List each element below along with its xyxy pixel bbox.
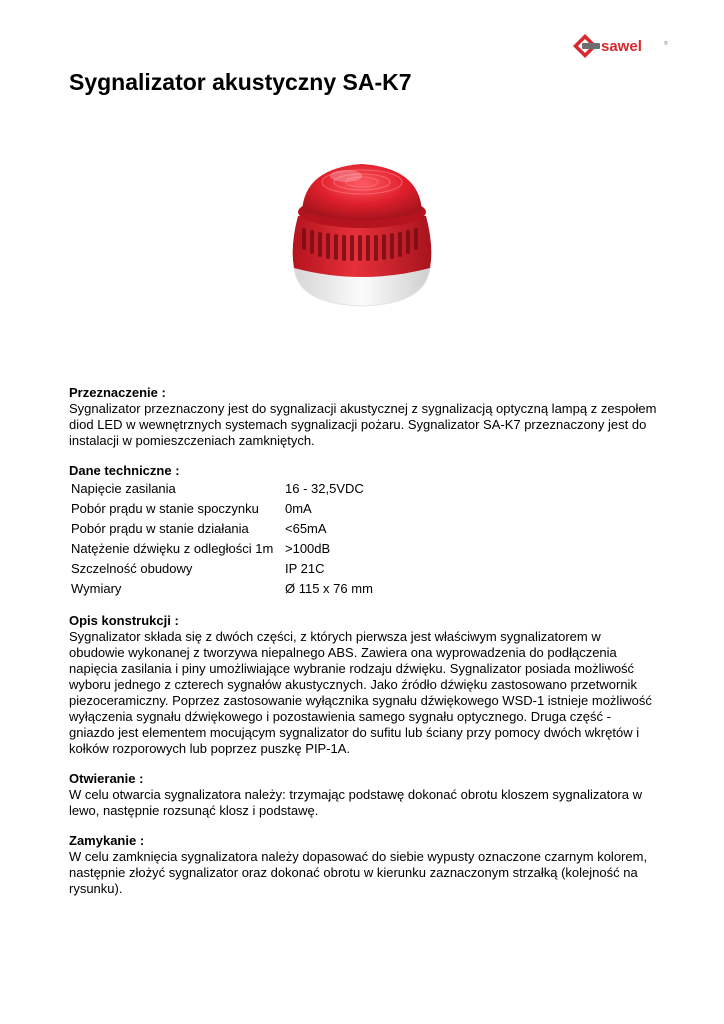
opening-section <box>69 771 659 819</box>
sawel-logo-wordmark: sawel <box>601 38 642 55</box>
spec-param: Napięcie zasilania <box>71 481 176 496</box>
sawel-logo <box>572 33 672 59</box>
construction-heading: Opis konstrukcji : <box>69 613 179 628</box>
spec-param: Wymiary <box>71 581 122 596</box>
sawel-logo-mark <box>573 34 600 58</box>
table-row <box>69 559 375 579</box>
spec-value: 16 - 32,5VDC <box>285 481 364 496</box>
table-row <box>69 499 375 519</box>
table-row <box>69 579 375 599</box>
spec-value: >100dB <box>285 541 331 556</box>
construction-section <box>69 613 659 757</box>
table-row <box>69 539 375 559</box>
table-row <box>69 479 375 499</box>
closing-heading: Zamykanie : <box>69 833 145 848</box>
document-content <box>69 385 659 911</box>
spec-value: <65mA <box>285 521 327 536</box>
specs-section <box>69 463 659 599</box>
svg-text:®: ® <box>664 41 668 47</box>
closing-text: W celu zamknięcia sygnalizatora należy dopasować do siebie wypusty oznaczone czarnym kolorem, następnie złożyć sygnalizator oraz dokonać obrotu w kierunku zaznaczonym strzałką (kolejność na rysunku). <box>69 849 648 896</box>
specs-heading: Dane techniczne : <box>69 463 180 478</box>
document-title: Sygnalizator akustyczny SA-K7 <box>69 69 412 95</box>
purpose-section <box>69 385 659 449</box>
purpose-text: Sygnalizator przeznaczony jest do sygnalizacji akustycznej z sygnalizacją optyczną lampą z zespołem diod LED w wewnętrznych systemach sygnalizacji pożaru. Sygnalizator SA-K7 przeznaczony jest do instalacji w pomieszczeniach zamkniętych. <box>69 401 657 448</box>
spec-param: Natężenie dźwięku z odległości 1m <box>71 541 274 556</box>
spec-value: IP 21C <box>285 561 325 576</box>
opening-heading: Otwieranie : <box>69 771 144 786</box>
spec-param: Pobór prądu w stanie spoczynku <box>71 501 259 516</box>
closing-section <box>69 833 659 897</box>
table-row <box>69 519 375 539</box>
purpose-heading: Przeznaczenie : <box>69 385 166 400</box>
siren-sounder-image <box>276 146 448 318</box>
spec-value: Ø 115 x 76 mm <box>285 581 373 596</box>
spec-value: 0mA <box>285 501 312 516</box>
opening-text: W celu otwarcia sygnalizatora należy: trzymając podstawę dokonać obrotu kloszem sygnalizatora w lewo, następnie rozsunąć klosz i podstawę. <box>69 787 642 818</box>
spec-param: Pobór prądu w stanie działania <box>71 521 249 536</box>
specs-table <box>69 479 375 599</box>
spec-param: Szczelność obudowy <box>71 561 193 576</box>
construction-text: Sygnalizator składa się z dwóch części, z których pierwsza jest właściwym sygnalizatorem w obudowie wykonanej z tworzywa niepalnego ABS. Zawiera ona wyprowadzenia do podłączenia napięcia zasilania i piny umożliwiające wybranie rodzaju dźwięku. Sygnalizator posiada możliwość wyboru jednego z czterech sygnałów akustycznych. Jako źródło dźwięku zastosowano przetwornik piezoceramiczny. Poprzez zastosowanie wyłącznika sygnału dźwiękowego WSD-1 istnieje możliwość wyłączenia sygnału dźwiękowego i pozostawienia samego sygnału optycznego. Druga część - gniazdo jest elementem mocującym sygnalizator do sufitu lub ściany przy pomocy dwóch wkrętów i kołków rozporowych lub poprzez puszkę PIP-1A. <box>69 629 652 756</box>
